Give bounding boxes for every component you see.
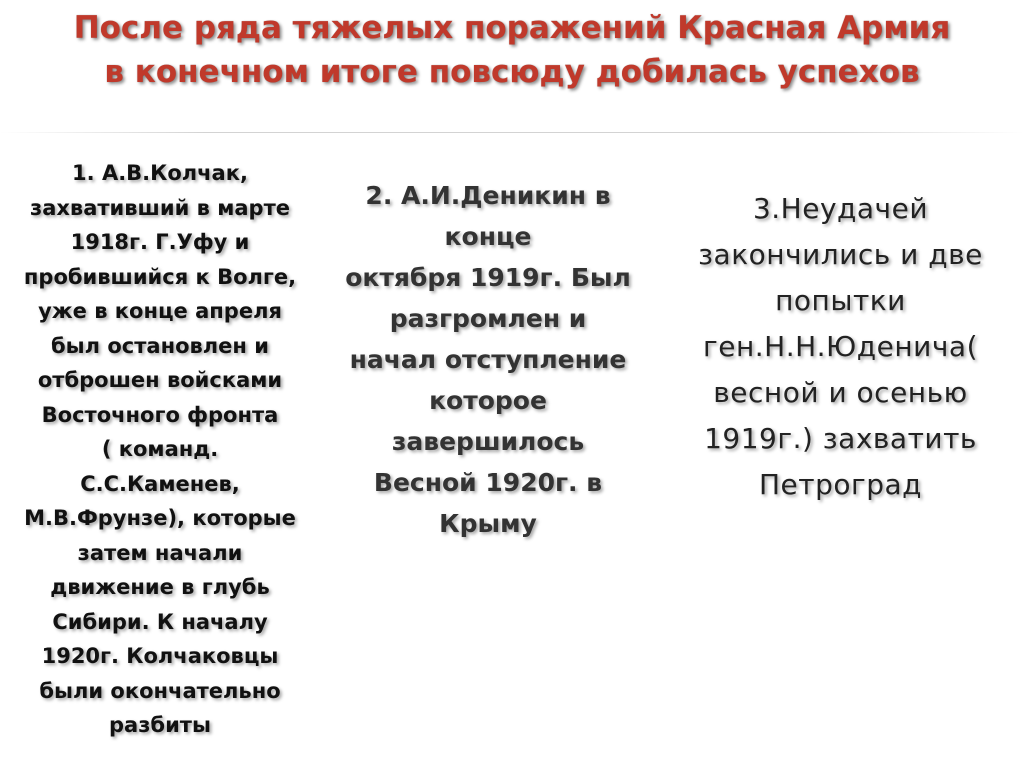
column-line: Крыму bbox=[439, 509, 537, 538]
column-line: пробившийся к Волге, bbox=[23, 264, 297, 289]
column-line: уже в конце апреля bbox=[38, 299, 282, 323]
column-line: весной и осенью bbox=[713, 376, 968, 409]
column-line: С.С.Каменев, bbox=[80, 471, 240, 496]
column-line: отброшен войсками bbox=[37, 368, 283, 392]
column-line: разгромлен и bbox=[389, 304, 587, 333]
column-line: захвативший в марте bbox=[30, 195, 290, 220]
column-line: которое bbox=[429, 386, 547, 415]
column-line: начал отступление bbox=[349, 345, 627, 374]
column-line: 1. А.В.Колчак, bbox=[72, 161, 248, 185]
column-line: 2. А.И.Деникин в bbox=[365, 181, 611, 210]
slide-title-line-2: в конечном итоге повсюду добилась успехов bbox=[104, 54, 920, 90]
column-line: Весной 1920г. в bbox=[373, 468, 603, 497]
column-line: М.В.Фрунзе), которые bbox=[24, 506, 296, 530]
column-line: октября 1919г. Был bbox=[345, 263, 631, 292]
column-line: был остановлен и bbox=[51, 333, 269, 358]
column-line: разбиты bbox=[109, 713, 211, 737]
column-line: ( команд. bbox=[101, 437, 219, 461]
slide-title-line-1: После ряда тяжелых поражений Красная Армия bbox=[73, 10, 951, 46]
column-line: 3.Неудачей bbox=[752, 192, 929, 225]
column-yudenich bbox=[668, 186, 1013, 508]
title-divider bbox=[0, 132, 1024, 133]
column-line: Восточного фронта bbox=[41, 402, 279, 427]
column-denikin bbox=[338, 175, 638, 544]
slide-title bbox=[0, 6, 1024, 94]
column-line: Сибири. К началу bbox=[52, 609, 268, 634]
column-line: движение в глубь bbox=[50, 575, 270, 599]
column-line: 1919г.) захватить bbox=[704, 422, 977, 455]
column-line: 1918г. Г.Уфу и bbox=[70, 230, 250, 254]
column-kolchak bbox=[10, 156, 310, 743]
column-line: конце bbox=[444, 222, 532, 251]
column-line: 1920г. Колчаковцы bbox=[41, 644, 279, 668]
column-line: были окончательно bbox=[39, 678, 281, 703]
column-line: попытки bbox=[775, 284, 906, 317]
column-line: закончились и две bbox=[698, 238, 983, 271]
column-line: завершилось bbox=[391, 427, 585, 456]
column-line: затем начали bbox=[77, 540, 243, 565]
column-line: Петроград bbox=[759, 468, 922, 501]
column-line: ген.Н.Н.Юденича( bbox=[703, 330, 978, 363]
